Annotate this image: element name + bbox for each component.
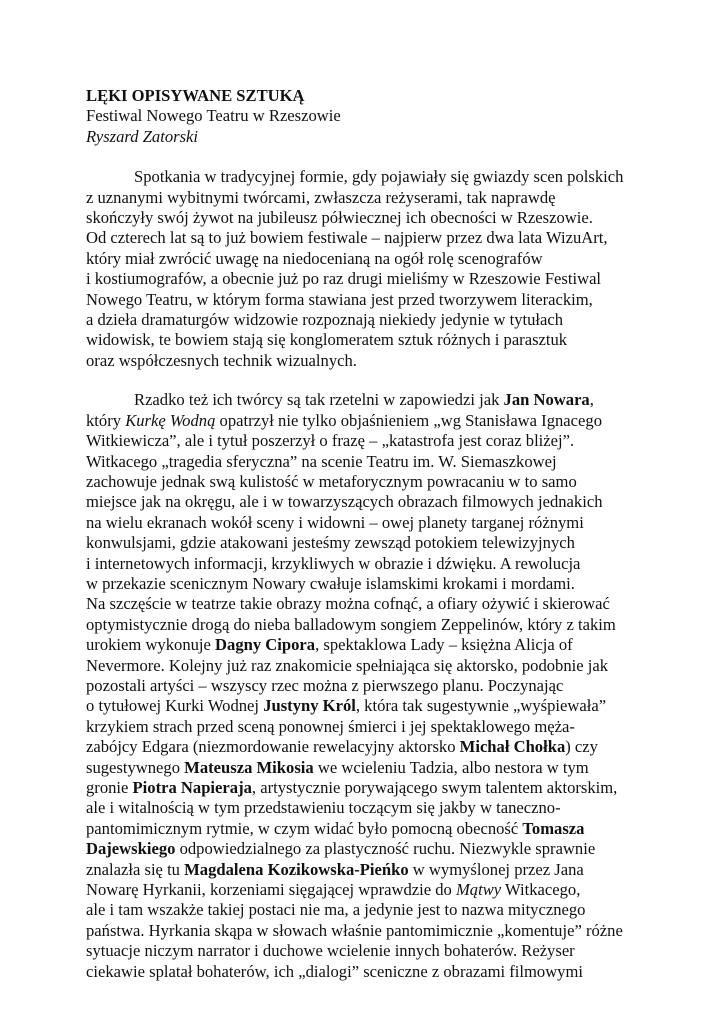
- paragraph-line: [86, 758, 646, 778]
- paragraph-line: Na szczęście w teatrze takie obrazy można cofnąć, a ofiary ożywić i skierować: [86, 594, 610, 614]
- person-name: Jan Nowara: [503, 390, 590, 410]
- play-title: Mątwy: [455, 880, 502, 900]
- document-page: [86, 86, 646, 982]
- text-run: o tytułowej Kurki Wodnej: [86, 696, 264, 716]
- person-name: Magdalena Kozikowska-Pieńko: [184, 859, 409, 879]
- paragraph-line: [86, 696, 646, 716]
- text-run: we wcieleniu Tadzia, albo nestora w tym: [313, 757, 589, 777]
- play-title: Kurkę Wodną: [125, 410, 216, 430]
- paragraph-line: [86, 860, 646, 880]
- text-run: pantomimicznym rytmie, w czym widać było pomocną obecność: [86, 818, 523, 838]
- paragraph-1: [86, 167, 646, 371]
- paragraph-line: zachowuje jednak swą kulistość w metaforycznym powracaniu w to samo: [86, 471, 577, 491]
- paragraph-line: z uznanymi wybitnymi twórcami, zwłaszcza reżyserami, tak naprawdę: [86, 187, 556, 207]
- text-run: Witkacego,: [501, 880, 581, 900]
- text-run: opatrzył nie tylko objaśnieniem „wg Stanisława Ignacego: [215, 410, 602, 430]
- text-run: , artystycznie porywającego swym talentem aktorskim,: [251, 778, 618, 797]
- paragraph-line: [86, 390, 646, 410]
- person-name: Dajewskiego: [86, 839, 176, 859]
- paragraph-line: Witkacego „tragedia sferyczna” na scenie Teatru im. W. Siemaszkowej: [86, 451, 557, 471]
- paragraph-line: który miał zwrócić uwagę na niedocenianą na ogół rolę scenografów: [86, 248, 543, 268]
- paragraph-line: a dzieła dramaturgów widzowie rozpoznają niekiedy jedynie w tytułach: [86, 310, 564, 330]
- paragraph-line: państwa. Hyrkania skąpa w słowach właśnie pantomimicznie „komentuje” różne: [86, 920, 623, 940]
- paragraph-line: krzykiem strach przed sceną ponownej śmierci i jej spektaklowego męża-: [86, 716, 575, 736]
- article-subtitle: Festiwal Nowego Teatru w Rzeszowie: [86, 106, 341, 126]
- text-run: odpowiedzialnego za plastyczność ruchu. Niezwykle sprawnie: [175, 839, 596, 859]
- paragraph-line: Od czterech lat są to już bowiem festiwale – najpierw przez dwa lata WizuArt,: [86, 228, 608, 248]
- paragraph-line: miejsce jak na okręgu, ale i w towarzyszących obrazach filmowych jednakich: [86, 492, 603, 512]
- text-run: który: [86, 410, 126, 430]
- person-name: Justyny Król: [263, 696, 356, 716]
- paragraph-line: w przekazie scenicznym Nowary cwałuje islamskimi krokami i mordami.: [86, 573, 575, 593]
- paragraph-line: widowisk, te bowiem stają się konglomeratem sztuk różnych i parasztuk: [86, 330, 568, 350]
- paragraph-line: [86, 839, 646, 859]
- text-run: w wymyślonej przez Jana: [408, 859, 584, 879]
- text-run: urokiem wykonuje: [86, 635, 216, 655]
- paragraph-line: Nevermore. Kolejny już raz znakomicie spełniająca się aktorsko, podobnie jak: [86, 655, 609, 675]
- paragraph-line: Nowego Teatru, w którym forma stawiana jest przed tworzywem literackim,: [86, 289, 593, 309]
- paragraph-line: Witkiewicza”, ale i tytuł poszerzył o frazę – „katastrofa jest coraz bliżej”.: [86, 431, 575, 451]
- text-run: , która tak sugestywnie „wyśpiewała”: [355, 696, 607, 716]
- paragraph-line: pozostali artyści – wszyscy rzec można z pierwszego planu. Poczynając: [86, 675, 564, 695]
- text-run: znalazła się tu: [86, 859, 185, 879]
- paragraph-line: ale i tam wszakże takiej postaci nie ma, a jedynie jest to nazwa mitycznego: [86, 900, 586, 920]
- paragraph-line: Spotkania w tradycyjnej formie, gdy pojawiały się gwiazdy scen polskich: [134, 167, 624, 187]
- paragraph-line: oraz współczesnych technik wizualnych.: [86, 350, 357, 370]
- person-name: Dagny Cipora: [215, 635, 316, 655]
- article-author: Ryszard Zatorski: [86, 126, 199, 146]
- paragraph-line: i internetowych informacji, krzykliwych w obrazie i dźwięku. A rewolucja: [86, 553, 581, 573]
- article-title: LĘKI OPISYWANE SZTUKĄ: [86, 86, 305, 105]
- paragraph-line: sytuacje niczym narrator i duchowe wcielenie innych bohaterów. Reżyser: [86, 941, 575, 961]
- paragraph-line: ale i witalnością w tym przedstawieniu toczącym się jakby w taneczno-: [86, 798, 561, 818]
- text-run: gronie: [86, 778, 133, 797]
- person-name: Tomasza: [522, 818, 585, 838]
- paragraph-line: [86, 778, 646, 798]
- text-run: Rzadko też ich twórcy są tak rzetelni w zapowiedzi jak: [134, 390, 504, 410]
- person-name: Michał Chołka: [459, 737, 566, 757]
- text-run: zabójcy Edgara (niezmordowanie rewelacyjny aktorsko: [86, 737, 460, 757]
- paragraph-line: i kostiumografów, a obecnie już po raz drugi mieliśmy w Rzeszowie Festiwal: [86, 269, 602, 289]
- person-name: Mateusza Mikosia: [184, 757, 314, 777]
- paragraph-line: na wielu ekranach wokół sceny i widowni – owej planety targanej różnymi: [86, 512, 584, 532]
- text-run: ,: [589, 390, 594, 410]
- paragraph-line: ciekawie splatał bohaterów, ich „dialogi” sceniczne z obrazami filmowymi: [86, 961, 583, 981]
- paragraph-line: [86, 819, 646, 839]
- paragraph-line: skończyły swój żywot na jubileusz półwiecznej ich obecności w Rzeszowie.: [86, 208, 593, 228]
- paragraph-line: [86, 411, 646, 431]
- text-run: ) czy: [565, 737, 598, 757]
- text-run: , spektaklowa Lady – księżna Alicja of: [315, 635, 573, 655]
- paragraph-line: optymistycznie drogą do nieba balladowym songiem Zeppelinów, który z takim: [86, 614, 616, 634]
- person-name: Piotra Napieraja: [132, 778, 252, 797]
- paragraph-line: [86, 737, 646, 757]
- text-run: Nowarę Hyrkanii, korzeniami sięgającej wprawdzie do: [86, 880, 456, 900]
- text-run: sugestywnego: [86, 757, 185, 777]
- paragraph-line: [86, 880, 646, 900]
- paragraph-2: [86, 390, 646, 982]
- paragraph-line: konwulsjami, gdzie atakowani jesteśmy zewsząd potokiem telewizyjnych: [86, 533, 575, 553]
- paragraph-line: [86, 635, 646, 655]
